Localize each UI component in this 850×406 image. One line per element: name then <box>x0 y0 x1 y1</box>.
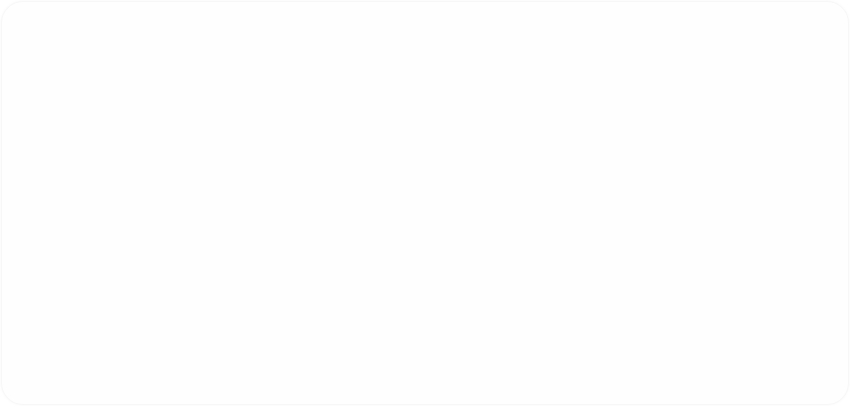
blank-rounded-panel <box>1 1 849 405</box>
